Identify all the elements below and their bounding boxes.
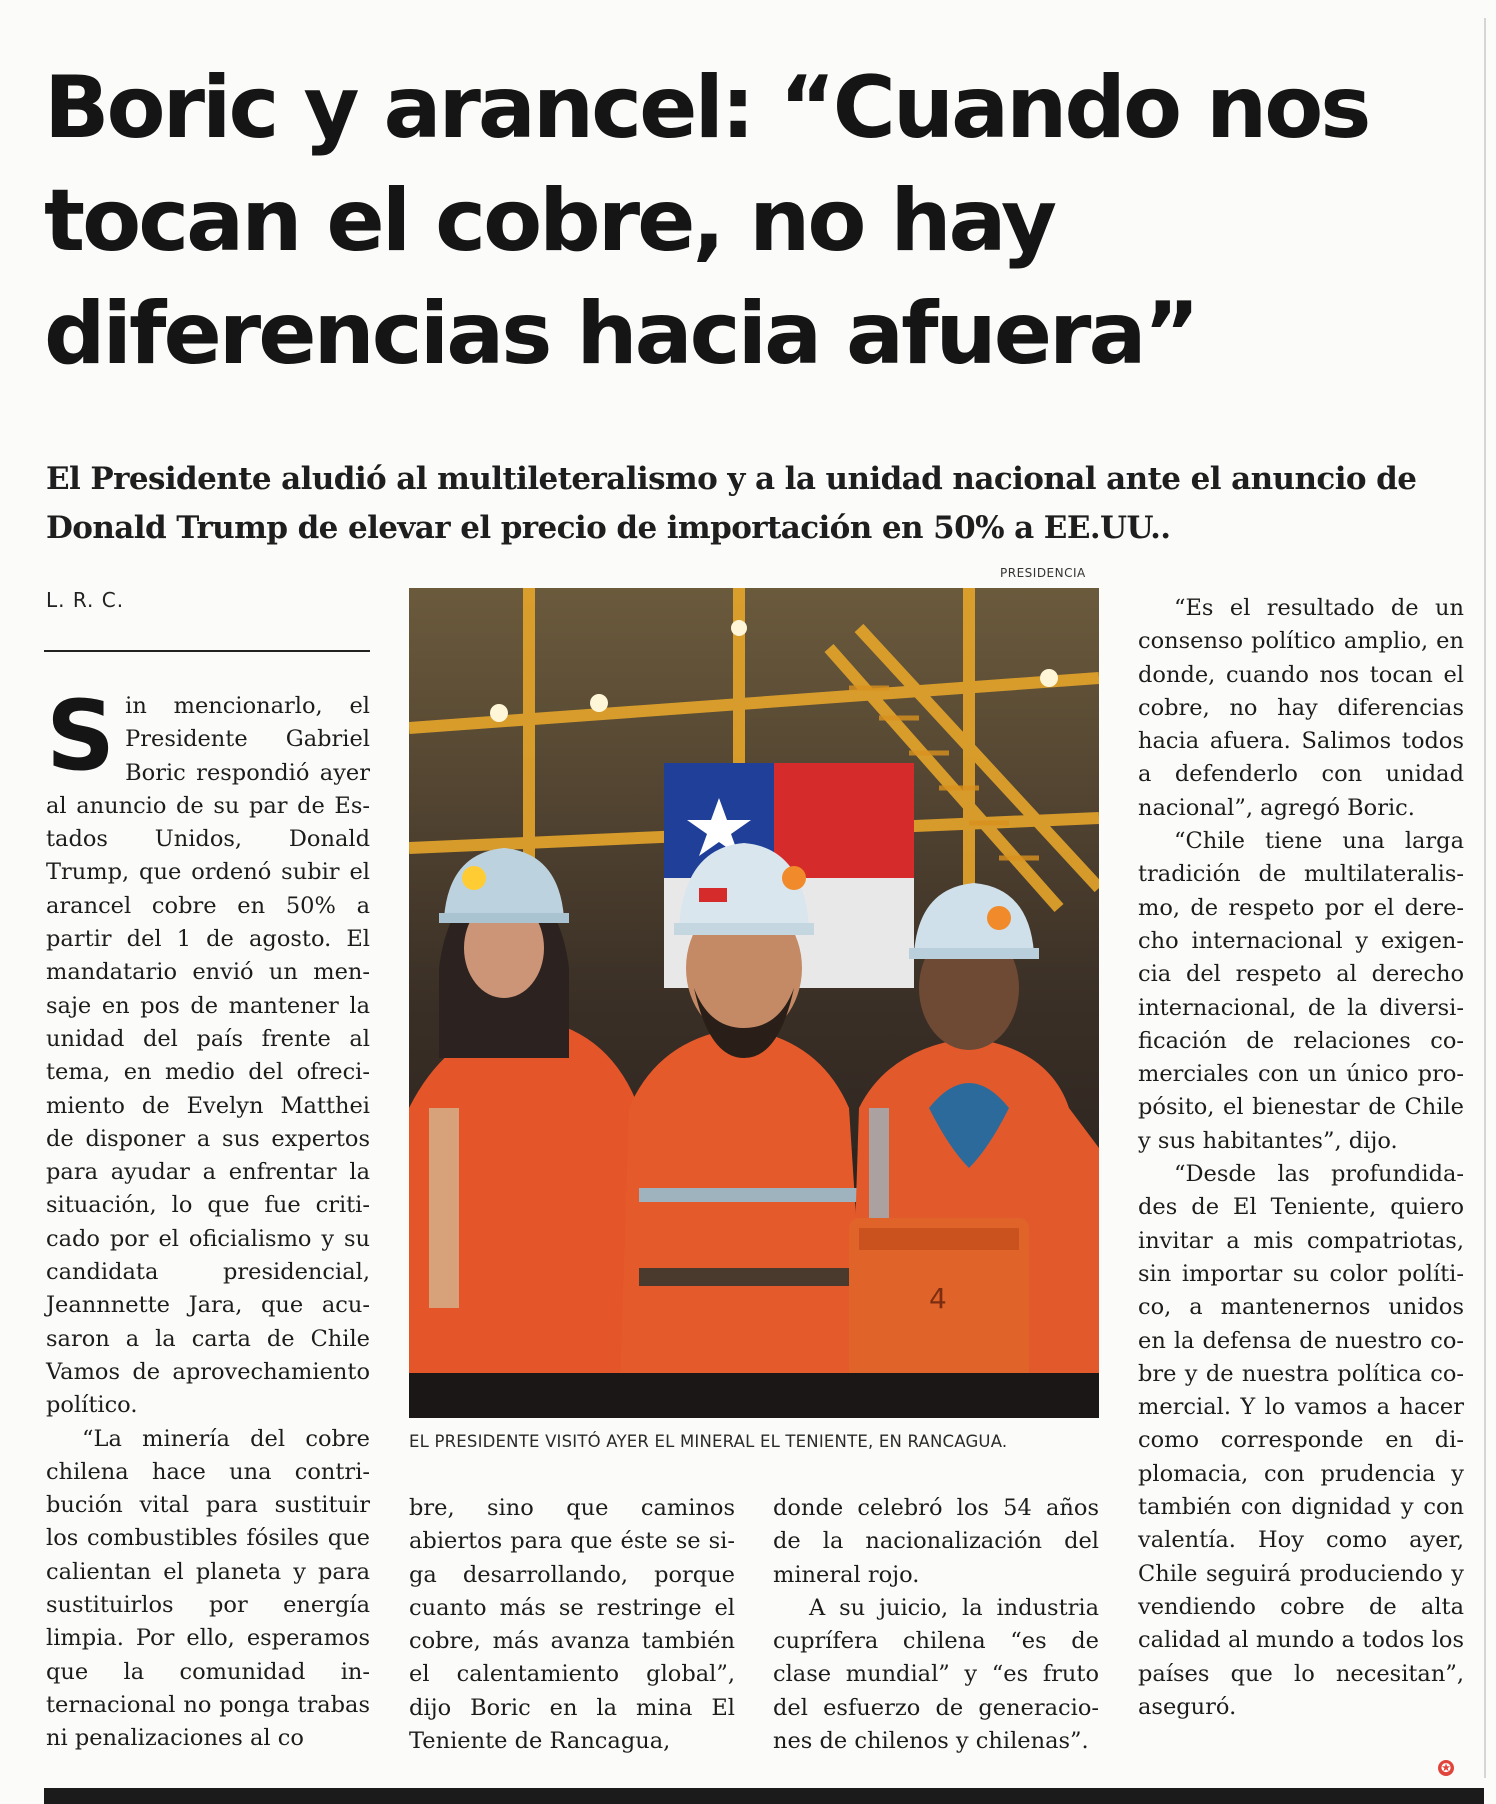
drop-cap: S [46, 680, 116, 792]
article-column-4 [1138, 592, 1464, 1724]
paragraph: donde celebró los 54 años de la nacionalización del mineral rojo. [773, 1495, 1099, 1588]
byline-divider [44, 650, 370, 652]
photo-credit: PRESIDENCIA [1000, 566, 1086, 580]
article-column-3 [773, 1492, 1099, 1758]
news-photo [409, 588, 1099, 1418]
svg-text:4: 4 [929, 1282, 947, 1315]
article-column-1 [46, 680, 370, 1756]
column-rule [1484, 18, 1486, 1778]
lead-paragraph [46, 680, 370, 1423]
article-column-2 [409, 1492, 735, 1758]
lead-paragraph-text: in mencionarlo, el Presidente Gabriel Boric respondió ayer al anuncio de su par de Estados Unidos, Donald Trump, que ordenó subir el arancel cobre en 50% a partir del 1 de agosto. El mandatario envió un mensaje en pos de mantener la unidad del país frente al tema, en medio del ofrecimiento de Evelyn Matthei de disponer a sus expertos para ayudar a enfrentar la situación, lo que fue criticado por el oficialismo y su candidata presidencial, Jeannnette Jara, que acusaron a la carta de Chile Vamos de aprovechamiento político. [46, 693, 370, 1419]
paragraph: “Chile tiene una larga tradición de multilateralismo, de respeto por el derecho internacional y exigencia del respeto al derecho internacional, de la diversificación de relaciones comerciales con un único propósito, el bienestar de Chile y sus habitantes”, dijo. [1138, 828, 1464, 1154]
bottom-rule [44, 1788, 1484, 1804]
paragraph: “Es el resultado de un consenso político amplio, en donde, cuando nos tocan el cobre, no hay diferencias hacia afuera. Salimos todos a defenderlo con unidad nacional”, agregó Boric. [1138, 595, 1464, 821]
headline: Boric y arancel: “Cuando nos tocan el cobre, no hay diferencias hacia afuera” [44, 58, 1369, 384]
end-of-article-icon: ✪ [1438, 1760, 1454, 1776]
paragraph: “La minería del cobre chilena hace una contribución vital para sustituir los combustibles fósiles que calientan el planeta y para sustituirlos por energía limpia. Por ello, esperamos que la comunidad internacional no ponga trabas ni penalizaciones al co [46, 1425, 370, 1752]
paragraph: A su juicio, la industria cuprífera chilena “es de clase mundial” y “es fruto del esfuerzo de generaciones de chilenos y chilenas”. [773, 1594, 1099, 1755]
paragraph: “Desde las profundidades de El Teniente, quiero invitar a mis compatriotas, sin importar su color político, a mantenernos unidos en la defensa de nuestro cobre y de nuestra política comercial. Y lo vamos a hacer como corresponde en diplomacia, con prudencia y también con dignidad y con valentía. Hoy como ayer, Chile seguirá produciendo y vendiendo cobre de alta calidad al mundo a todos los países que lo necesitan”, aseguró. [1138, 1161, 1464, 1720]
paragraph: bre, sino que caminos abiertos para que éste se siga desarrollando, porque cuanto más se restringe el cobre, más avanza también el calentamiento global”, dijo Boric en la mina El Teniente de Rancagua, [409, 1495, 735, 1755]
byline: L. R. C. [46, 588, 125, 612]
orange-case [849, 1218, 1029, 1388]
news-photo-illustration [409, 588, 1099, 1418]
deck-subtitle: El Presidente aludió al multileteralismo y a la unidad nacional ante el anuncio de Donald Trump de elevar el precio de importación en 50% a EE.UU.. [46, 461, 1417, 546]
photo-caption: EL PRESIDENTE VISITÓ AYER EL MINERAL EL TENIENTE, EN RANCAGUA. [409, 1432, 1008, 1451]
